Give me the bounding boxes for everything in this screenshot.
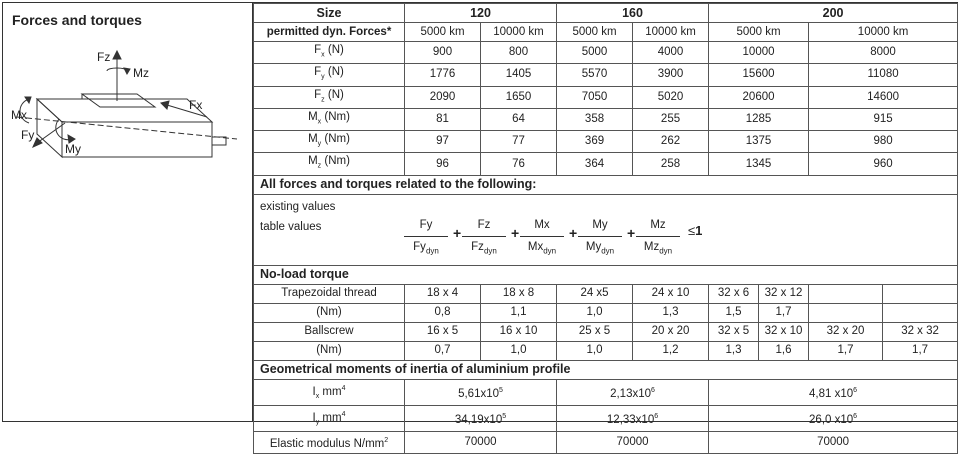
noload-value: 25 x 5 (557, 322, 633, 341)
noload-value: 1,0 (481, 341, 557, 360)
plus-sign: + (453, 224, 462, 241)
noload-value: 1,1 (481, 303, 557, 322)
noload-value: 0,8 (405, 303, 481, 322)
noload-value: 1,5 (709, 303, 759, 322)
inertia-row (254, 405, 958, 431)
noload-label: (Nm) (254, 341, 405, 360)
elastic-row (254, 432, 958, 454)
force-value: 64 (481, 108, 557, 130)
inertia-value: $12,33x10^6$ (557, 405, 709, 431)
noload-value: 24 x 10 (633, 284, 709, 303)
noload-value: 1,0 (557, 341, 633, 360)
km-cell: 5000 km (709, 23, 809, 42)
mz-arrowhead (124, 68, 130, 74)
formula-row (254, 194, 958, 265)
force-label: $M_y$ (Nm) (254, 131, 405, 153)
page (2, 2, 958, 450)
axis-diagram (7, 39, 247, 199)
fraction-numerator: Fz (462, 217, 506, 237)
fx-label: Fx (189, 98, 203, 112)
fraction-numerator: Mz (636, 217, 680, 237)
fraction-numerator: Fy (404, 217, 448, 237)
fy-label: Fy (21, 128, 35, 142)
noload-label: Ballscrew (254, 322, 405, 341)
noload-value (883, 284, 958, 303)
fz-label: Fz (97, 50, 111, 64)
fx-arrowhead (161, 101, 169, 109)
km-cell: 5000 km (557, 23, 633, 42)
force-value: 97 (405, 131, 481, 153)
noload-value: 32 x 20 (809, 322, 883, 341)
inertia-row (254, 379, 958, 405)
noload-value: 1,6 (759, 341, 809, 360)
noload-label: Trapezoidal thread (254, 284, 405, 303)
page-title: Forces and torques (12, 12, 142, 28)
force-value: 81 (405, 108, 481, 130)
noload-value: 32 x 6 (709, 284, 759, 303)
noload-row (254, 284, 958, 303)
force-value: 915 (809, 108, 958, 130)
specifications-table (253, 3, 958, 454)
fy-arrow (37, 123, 65, 143)
carriage-top (82, 94, 155, 107)
noload-label: (Nm) (254, 303, 405, 322)
force-value: 11080 (809, 64, 958, 86)
size-header-row (254, 4, 958, 23)
plus-sign: + (569, 224, 578, 241)
force-value: 15600 (709, 64, 809, 86)
relation-heading-row (254, 175, 958, 194)
noload-value: 1,3 (633, 303, 709, 322)
noload-value: 24 x5 (557, 284, 633, 303)
fraction (636, 217, 680, 259)
elastic-value: 70000 (709, 432, 958, 454)
relation-heading: All forces and torques related to the following: (254, 175, 958, 194)
my-label: My (65, 142, 81, 156)
shaft (212, 137, 226, 145)
force-value: 96 (405, 153, 481, 175)
km-cell: 10000 km (633, 23, 709, 42)
inertia-value: $5,61x10^5$ (405, 379, 557, 405)
fraction-denominator: $Mz_{dyn}$ (643, 240, 673, 256)
noload-value: 1,3 (709, 341, 759, 360)
force-rows (254, 42, 958, 176)
noload-value: 18 x 4 (405, 284, 481, 303)
fraction-denominator: $Fz_{dyn}$ (471, 240, 497, 256)
fraction-denominator: $My_{dyn}$ (585, 240, 615, 256)
noload-value: 18 x 8 (481, 284, 557, 303)
force-value: 7050 (557, 86, 633, 108)
km-cell: 5000 km (405, 23, 481, 42)
force-value: 800 (481, 42, 557, 64)
force-value: 1345 (709, 153, 809, 175)
force-value: 20600 (709, 86, 809, 108)
mx-label: Mx (11, 108, 27, 122)
existing-values-label: existing values (260, 200, 336, 213)
force-value: 10000 (709, 42, 809, 64)
size-120: 120 (405, 4, 557, 23)
fy-arrowhead (33, 138, 42, 147)
force-value: 1285 (709, 108, 809, 130)
noload-value: 1,7 (883, 341, 958, 360)
formula (254, 195, 957, 265)
inertia-value: 4,81 $x10^6$ (709, 379, 958, 405)
fraction (578, 217, 622, 259)
size-200: 200 (709, 4, 958, 23)
plus-sign: + (511, 224, 520, 241)
fraction (520, 217, 564, 259)
noload-value: 32 x 5 (709, 322, 759, 341)
force-row (254, 108, 958, 130)
fraction-denominator: $Mx_{dyn}$ (527, 240, 557, 256)
force-value: 76 (481, 153, 557, 175)
inertia-heading: Geometrical moments of inertia of aluminium profile (254, 360, 958, 379)
diagram-panel (3, 3, 253, 421)
noload-value: 1,2 (633, 341, 709, 360)
noload-value (809, 303, 883, 322)
force-row (254, 64, 958, 86)
noload-value: 16 x 5 (405, 322, 481, 341)
noload-heading-row (254, 265, 958, 284)
center-line (17, 117, 237, 139)
force-label: $F_x$ (N) (254, 42, 405, 64)
noload-value: 1,7 (759, 303, 809, 322)
size-label: Size (254, 4, 405, 23)
km-cell: 10000 km (481, 23, 557, 42)
force-value: 262 (633, 131, 709, 153)
fz-arrowhead (113, 51, 121, 59)
noload-value: 1,0 (557, 303, 633, 322)
inertia-value: 26,0 $x10^6$ (709, 405, 958, 431)
force-value: 980 (809, 131, 958, 153)
noload-value: 20 x 20 (633, 322, 709, 341)
force-value: 1375 (709, 131, 809, 153)
force-row (254, 153, 958, 175)
elastic-label: Elastic modulus $N/mm^2$ (254, 432, 405, 454)
plus-sign: + (627, 224, 636, 241)
force-value: 1650 (481, 86, 557, 108)
force-value: 5000 (557, 42, 633, 64)
force-value: 255 (633, 108, 709, 130)
force-value: 5570 (557, 64, 633, 86)
inertia-value: $34,19x10^5$ (405, 405, 557, 431)
elastic-value: 70000 (557, 432, 709, 454)
force-value: 1776 (405, 64, 481, 86)
force-label: $F_y$ (N) (254, 64, 405, 86)
fraction-numerator: Mx (520, 217, 564, 237)
noload-value: 16 x 10 (481, 322, 557, 341)
km-cell: 10000 km (809, 23, 958, 42)
noload-value: 32 x 12 (759, 284, 809, 303)
noload-row (254, 322, 958, 341)
fraction-numerator: My (578, 217, 622, 237)
force-row (254, 131, 958, 153)
forces-label: permitted dyn. Forces* (254, 23, 405, 42)
noload-value (809, 284, 883, 303)
noload-row (254, 341, 958, 360)
noload-value: 1,7 (809, 341, 883, 360)
force-value: 364 (557, 153, 633, 175)
force-label: $M_x$ (Nm) (254, 108, 405, 130)
noload-heading: No-load torque (254, 265, 958, 284)
noload-value: 32 x 32 (883, 322, 958, 341)
noload-value: 0,7 (405, 341, 481, 360)
noload-row (254, 303, 958, 322)
force-value: 369 (557, 131, 633, 153)
force-value: 3900 (633, 64, 709, 86)
noload-value: 32 x 10 (759, 322, 809, 341)
force-value: 14600 (809, 86, 958, 108)
force-row (254, 42, 958, 64)
fraction (462, 217, 506, 259)
force-row (254, 86, 958, 108)
formula-cell (254, 194, 958, 265)
size-160: 160 (557, 4, 709, 23)
km-header-row (254, 23, 958, 42)
force-label: $M_z$ (Nm) (254, 153, 405, 175)
mz-label: Mz (133, 66, 149, 80)
inertia-heading-row (254, 360, 958, 379)
table-values-label: table values (260, 220, 322, 233)
force-value: 258 (633, 153, 709, 175)
noload-rows (254, 284, 958, 360)
less-equal-one: ≤1 (688, 222, 703, 238)
force-value: 2090 (405, 86, 481, 108)
force-value: 358 (557, 108, 633, 130)
inertia-label: $I_x$ $mm^4$ (254, 379, 405, 405)
force-value: 900 (405, 42, 481, 64)
force-value: 77 (481, 131, 557, 153)
force-value: 1405 (481, 64, 557, 86)
force-label: $F_z$ (N) (254, 86, 405, 108)
profile-side-face (62, 122, 212, 157)
force-value: 5020 (633, 86, 709, 108)
force-value: 4000 (633, 42, 709, 64)
noload-value (883, 303, 958, 322)
fraction-denominator: $Fy_{dyn}$ (413, 240, 439, 256)
force-value: 8000 (809, 42, 958, 64)
inertia-label: $I_y$ $mm^4$ (254, 405, 405, 431)
inertia-value: $2,13x10^6$ (557, 379, 709, 405)
fraction (404, 217, 448, 259)
force-value: 960 (809, 153, 958, 175)
elastic-value: 70000 (405, 432, 557, 454)
